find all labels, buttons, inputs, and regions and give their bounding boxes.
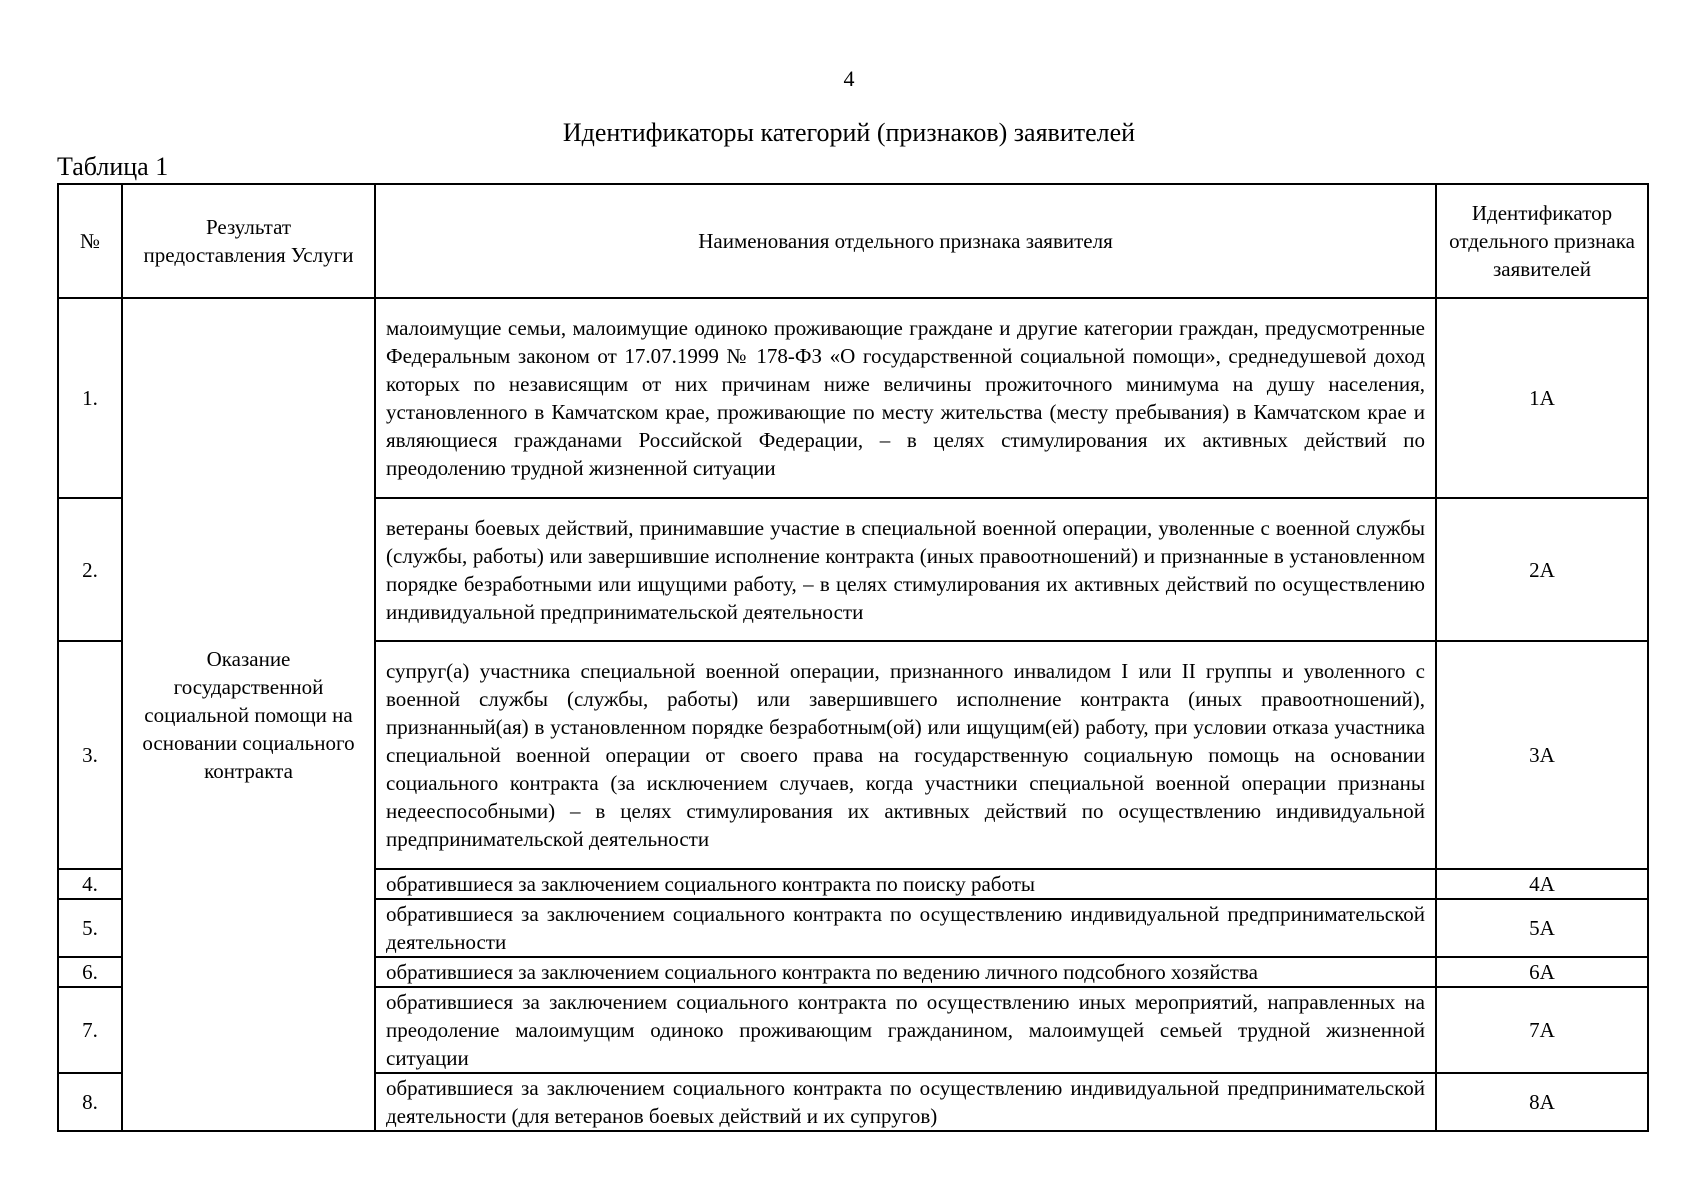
header-number: №: [58, 184, 122, 298]
row-description: обратившиеся за заключением социального контракта по поиску работы: [375, 869, 1436, 899]
row-number: 1.: [58, 298, 122, 498]
row-number: 5.: [58, 899, 122, 957]
table-header-row: [58, 184, 1648, 298]
page-number: 4: [843, 66, 855, 91]
row-identifier: 5А: [1436, 899, 1648, 957]
document-title: Идентификаторы категорий (признаков) заявителей: [562, 118, 1136, 147]
row-identifier: 1А: [1436, 298, 1648, 498]
row-identifier: 2А: [1436, 498, 1648, 641]
row-number: 2.: [58, 498, 122, 641]
header-result: Результат предоставления Услуги: [122, 184, 375, 298]
row-identifier: 3А: [1436, 641, 1648, 869]
row-number: 3.: [58, 641, 122, 869]
row-number: 7.: [58, 987, 122, 1073]
table-label: Таблица 1: [57, 152, 169, 181]
row-description: обратившиеся за заключением социального контракта по осуществлению иных мероприятий, направленных на преодоление малоимущим одиноко проживающим гражданином, малоимущей семьей трудной жизненной ситуации: [375, 987, 1436, 1073]
row-description: супруг(а) участника специальной военной операции, признанного инвалидом I или II группы и уволенного с военной службы (службы, работы) или завершившего исполнение контракта (иных правоотношений), признанный(ая) в установленном порядке безработным(ой) или ищущим(ей) работу, при условии отказа участника специальной военной операции от своего права на государственную социальную помощь на основании социального контракта (за исключением случаев, когда участники специальной военной операции признаны недееспособными) – в целях стимулирования их активных действий по осуществлению индивидуальной предпринимательской деятельности: [375, 641, 1436, 869]
row-description: малоимущие семьи, малоимущие одиноко проживающие граждане и другие категории граждан, предусмотренные Федеральным законом от 17.07.1999 № 178-ФЗ «О государственной социальной помощи», среднедушевой доход которых по независящим от них причинам ниже величины прожиточного минимума на душу населения, установленного в Камчатском крае, проживающие по месту жительства (месту пребывания) в Камчатском крае и являющиеся гражданами Российской Федерации, – в целях стимулирования их активных действий по преодолению трудной жизненной ситуации: [375, 298, 1436, 498]
row-identifier: 7А: [1436, 987, 1648, 1073]
applicant-categories-table: [57, 183, 1649, 1132]
row-identifier: 4А: [1436, 869, 1648, 899]
table-row: [58, 298, 1648, 498]
header-identifier: Идентификатор отдельного признака заявителей: [1436, 184, 1648, 298]
header-name: Наименования отдельного признака заявителя: [375, 184, 1436, 298]
row-number: 4.: [58, 869, 122, 899]
row-description: ветераны боевых действий, принимавшие участие в специальной военной операции, уволенные с военной службы (службы, работы) или завершившие исполнение контракта (иных правоотношений) и признанные в установленном порядке безработными или ищущими работу, – в целях стимулирования их активных действий по осуществлению индивидуальной предпринимательской деятельности: [375, 498, 1436, 641]
row-description: обратившиеся за заключением социального контракта по осуществлению индивидуальной предпринимательской деятельности (для ветеранов боевых действий и их супругов): [375, 1073, 1436, 1131]
row-identifier: 6А: [1436, 957, 1648, 987]
row-description: обратившиеся за заключением социального контракта по осуществлению индивидуальной предпринимательской деятельности: [375, 899, 1436, 957]
row-number: 6.: [58, 957, 122, 987]
service-result-cell: Оказание государственной социальной помощи на основании социального контракта: [122, 298, 375, 1131]
row-number: 8.: [58, 1073, 122, 1131]
row-identifier: 8А: [1436, 1073, 1648, 1131]
row-description: обратившиеся за заключением социального контракта по ведению личного подсобного хозяйства: [375, 957, 1436, 987]
